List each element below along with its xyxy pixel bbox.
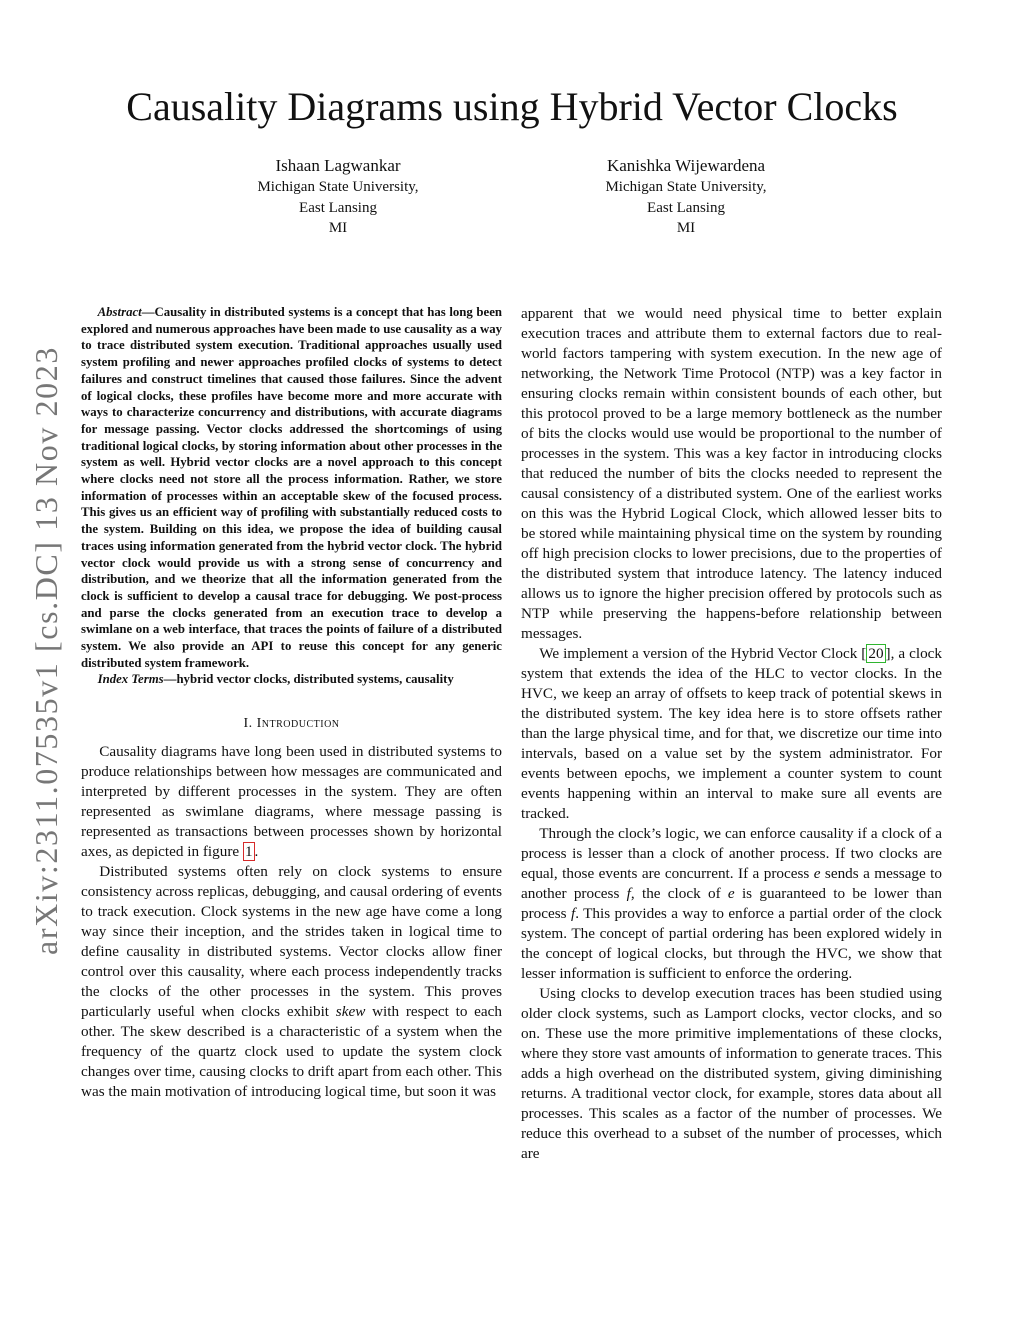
paragraph-text: , the clock of	[630, 885, 728, 902]
author-name: Kanishka Wijewardena	[606, 156, 766, 175]
emphasis-skew: skew	[335, 1003, 366, 1021]
math-symbol: e	[727, 885, 735, 902]
paragraph-text: Distributed systems often rely on clock systems to ensure consistency across replicas, debugging, and causal ordering of events to track execution. Clock systems in the new age have come a long way since their inception, and the strides taken in logical time to define causality in distributed systems. Vector clocks allow finer control over this causality, where each process independently tracks the clocks of the other processes in the system. This proves particularly useful when clocks exhibit	[81, 863, 502, 1021]
math-symbol: f	[626, 885, 631, 902]
arxiv-identifier	[16, 340, 76, 960]
author-state: MI	[328, 220, 348, 236]
paragraph-text: sends a message to another process	[521, 865, 942, 902]
math-symbol: f	[570, 905, 576, 922]
paragraph-text: .	[254, 843, 259, 861]
index-terms-dash: —	[163, 672, 177, 687]
citation-link[interactable]: 20	[868, 645, 884, 662]
section-heading	[81, 716, 502, 732]
index-terms-label: Index Terms	[97, 672, 164, 687]
author-name: Ishaan Lagwankar	[275, 156, 401, 175]
left-column	[81, 304, 502, 1102]
section-title: Introduction	[256, 716, 340, 732]
abstract-text: Causality in distributed systems is a concept that has long been explored and numerous approaches have been made to use causality as a way to trace distributed system execution. Traditional approaches usually used system profiling and newer approaches profiled clocks of systems to detect failures and construct timelines that caused those failures. Since the advent of logical clocks, these profiles have become more and more accurate with ways to characterize concurrency and distributions, with accurate diagrams for message passing. Vector clocks addressed the shortcomings of using traditional logical clocks, by storing information about other processes in the system as well. Hybrid vector clocks are a novel approach to this concept where clocks need not store all the process information. Rather, we store information of processes within an acceptable skew of the focused process. This gives us an efficient way of profiling with substantially reduced costs to the system. Building on this idea, we propose the idea of building causal traces using information generated from the hybrid vector clock. The hybrid vector clock would provide us with a strong sense of concurrency and distribution, and we theorize that all the information generated from the clock is sufficient to develop a causal trace for debugging. We post-process and parse the clocks generated from an execution trace to develop a swimlane on a web interface, that traces the points of failure of a distributed system. We also provide an API to reuse this concept for any generic distributed system framework.	[81, 305, 502, 670]
abstract-dash: —	[141, 305, 155, 319]
abstract	[81, 304, 502, 671]
intro-paragraph-2	[81, 862, 502, 1102]
section-number: I.	[243, 716, 253, 732]
author-block-2	[516, 155, 856, 239]
intro-paragraph-1	[81, 742, 502, 862]
right-column	[521, 304, 942, 1164]
paragraph-text: with respect to each other. The skew described is a characteristic of a system when the frequency of the quartz clock used to update the system clock changes over time, causing clocks to drift apart from each other. This was the main motivation of introducing logical time, but soon it was	[81, 1003, 502, 1101]
paragraph-text: . This provides a way to enforce a partial order of the clock system. The concept of partial ordering has been explored widely in the concept of logical clocks, but through the HVC, we show that lesser information is sufficient to enforce the ordering.	[521, 905, 942, 982]
paragraph-text: ], a clock system that extends the idea of the HLC to vector clocks. In the HVC, we keep an array of offsets to keep track of potential skews in the distributed system. The key idea here is to store offsets rather than the large physical time, and for that, we discretize our time into intervals, based on a value set by the system administrator. For events between epochs, we implement a counter system to count events happening within an interval to make sure all events are tracked.	[521, 645, 942, 822]
paragraph-text: is guaranteed to be lower than process	[521, 885, 942, 922]
paper-title: Causality Diagrams using Hybrid Vector Clocks	[126, 84, 898, 129]
paragraph-text: Through the clock’s logic, we can enforce causality if a clock of a process is lesser than a clock of another process. If two clocks are equal, those events are concurrent. If a process	[521, 825, 942, 882]
author-city: East Lansing	[299, 199, 377, 216]
author-affiliation: Michigan State University,	[257, 179, 419, 195]
intro-paragraph-5	[521, 824, 942, 984]
arxiv-identifier-text: arXiv:2311.07535v1 [cs.DC] 13 Nov 2023	[27, 345, 64, 955]
author-city: East Lansing	[647, 199, 725, 216]
paragraph-text: We implement a version of the Hybrid Vector Clock [	[539, 645, 867, 662]
author-block-1	[168, 155, 508, 239]
math-symbol: e	[813, 865, 821, 882]
figure-reference-link[interactable]: 1	[244, 843, 253, 861]
index-terms	[81, 671, 502, 688]
abstract-label: Abstract	[97, 305, 142, 319]
intro-paragraph-4	[521, 644, 942, 824]
author-affiliation: Michigan State University,	[605, 179, 767, 195]
author-state: MI	[676, 220, 696, 236]
intro-paragraph-3: apparent that we would need physical time to better explain execution traces and attribute them to external factors due to real-world factors tampering with system execution. In the new age of networking, the Network Time Protocol (NTP) was a key factor in ensuring clocks remain within consistent bounds of each other, but this protocol proved to be a large memory bottleneck as the number of bits the clocks would use would be proportional to the number of processes in the system. This was a key factor in introducing clocks that reduced the number of bits the clocks needed to represent the causal consistency of a distributed system. One of the earliest works on this was the Hybrid Logical Clock, which allowed lesser bits to be stored while maintaining physical time on the system by rounding off high precision clocks to lower precisions, due to the properties of the distributed system that introduce latency. The latency induced allows us to ignore the higher precision offered by protocols such as NTP while preserving the happens-before relationship between messages.	[521, 305, 942, 642]
intro-paragraph-6: Using clocks to develop execution traces has been studied using older clock systems, such as Lamport clocks, vector clocks, and so on. These use the more primitive implementations of these clocks, where they store vast amounts of information to generate traces. This adds a high overhead on the distributed system, giving diminishing returns. A traditional vector clock, for example, stores data about all processes. This scales as a factor of the number of processes. We reduce this overhead to a subset of the number of processes, which are	[521, 985, 942, 1162]
index-terms-text: hybrid vector clocks, distributed systems, causality	[176, 672, 454, 687]
paragraph-text: Causality diagrams have long been used in distributed systems to produce relationships between how messages are communicated and interpreted by different processes in the system. They are often represented as swimlane diagrams, where message passing is represented as transactions between processes shown by horizontal axes, as depicted in figure	[81, 743, 502, 861]
